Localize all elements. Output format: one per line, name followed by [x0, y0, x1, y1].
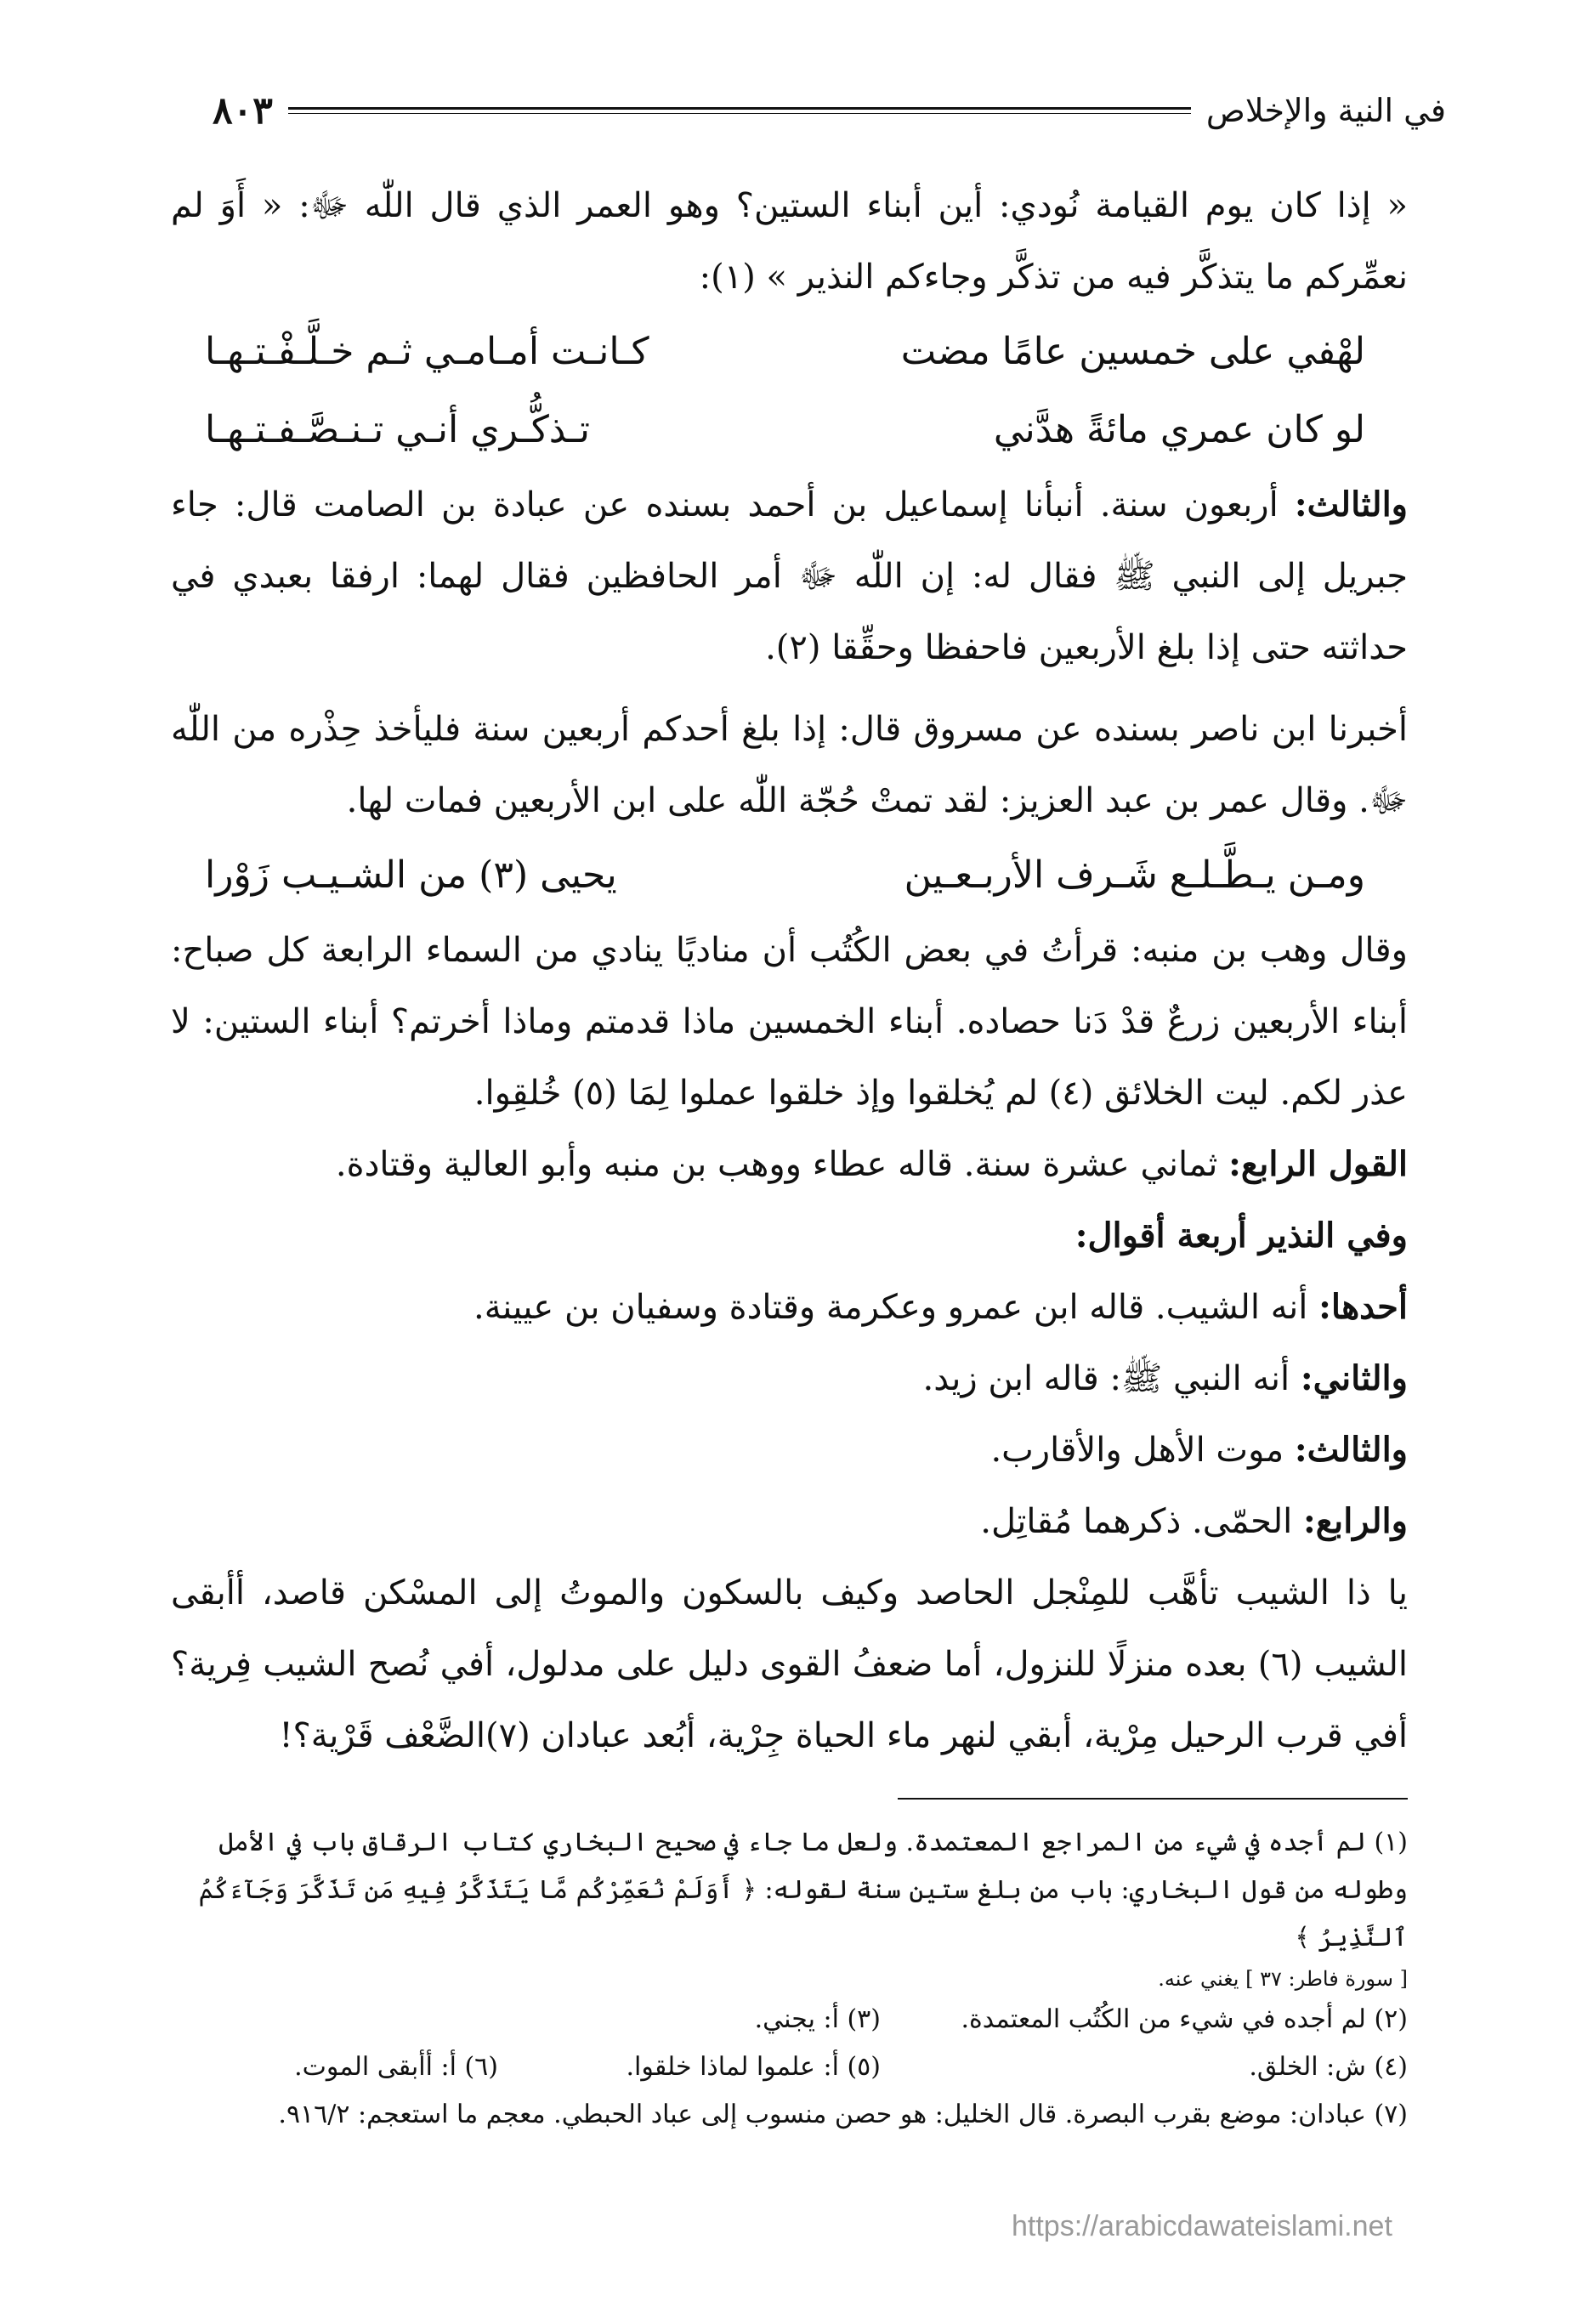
footnote: (٢) لم أجده في شيء من الكُتُب المعتمدة. — [961, 2004, 1408, 2034]
watermark-url: https://arabicdawateislami.net — [1012, 2210, 1392, 2242]
verse-hemistich: لو كان عمري مائةً هدَّني — [993, 408, 1365, 451]
footnote-row — [171, 1996, 1408, 2043]
footnotes — [171, 1819, 1408, 2139]
main-text — [171, 170, 1408, 1771]
paragraph-lead: القول الرابع: — [1228, 1144, 1408, 1184]
verse-hemistich: ومـن يـطَّـلـع شَـرف الأربـعـين — [904, 853, 1365, 897]
footnote: (٦) أ: أأبقى الموت. — [294, 2052, 498, 2082]
paragraph-text: أربعون سنة. أنبأنا إسماعيل بن أحمد بسنده عن عبادة بن الصامت قال: جاء جبريل إلى النبي ﷺ فقال له: إن اللّٰه ﷻ أمر الحافظين فقال لهما: ارفقا بعبدي في حداثته حتى إذا بلغ الأربعين فاحفظا وحقِّقا (٢). — [171, 485, 1408, 667]
verse-line — [171, 391, 1408, 469]
verse-hemistich: تـذكُّـري أنـي تـنـصَّـفـتـهـا — [205, 408, 591, 451]
verse-line — [171, 313, 1408, 391]
verse-hemistich: يحيى (٣) من الشـيـب زَوْرا — [205, 853, 617, 897]
paragraph-lead: والثالث: — [1294, 485, 1408, 524]
paragraph-lead: والرابع: — [1303, 1501, 1408, 1541]
paragraph — [171, 1486, 1408, 1557]
paragraph: وقال وهب بن منبه: قرأتُ في بعض الكُتُب أن مناديًا ينادي من السماء الرابعة كل صباح: أبناء الأربعين زرعٌ قدْ دَنا حصاده. أبناء الخمسين ماذا قدمتم وماذا أخرتم؟ أبناء الستين: لا عذر لكم. ليت الخلائق (٤) لم يُخلقوا وإذ خلقوا عملوا لِمَا (٥) خُلقِوا. — [171, 931, 1408, 1113]
paragraph-lead: أحدها: — [1318, 1287, 1408, 1327]
footnote-reference: [ سورة فاطر: ٣٧ ] يغني عنه. — [1158, 1967, 1408, 1991]
footnote: (٣) أ: يجني. — [754, 2004, 881, 2034]
chapter-title: في النية والإخلاص — [1205, 92, 1446, 129]
paragraph: « إذا كان يوم القيامة نُودي: أين أبناء الستين؟ وهو العمر الذي قال اللّٰه ﷻ: « أَوَ لم نعمِّركم ما يتذكَّر فيه من تذكَّر وجاءكم النذير » (١): — [171, 186, 1408, 297]
paragraph-lead: والثالث: — [1294, 1430, 1408, 1470]
paragraph — [171, 1272, 1408, 1343]
footnote-rule — [898, 1798, 1408, 1800]
footnote: (٧) عبادان: موضع بقرب البصرة. قال الخليل: هو حصن منسوب إلى عباد الحبطي. معجم ما استعجم: ٩١٦/٢. — [278, 2100, 1408, 2129]
verse-hemistich: كـانـت أمـامـي ثـم خـلَّـفْـتـهـا — [205, 330, 649, 373]
footnote-row — [171, 2043, 1408, 2091]
paragraph — [171, 1414, 1408, 1486]
paragraph-text: أنه الشيب. قاله ابن عمرو وعكرمة وقتادة وسفيان بن عيينة. — [473, 1288, 1319, 1327]
page-number: ٨٠٣ — [213, 88, 273, 133]
header-rule — [288, 107, 1191, 114]
running-header — [213, 81, 1446, 140]
paragraph-text: ثماني عشرة سنة. قاله عطاء ووهب بن منبه وأبو العالية وقتادة. — [335, 1145, 1229, 1184]
paragraph-text: الحمّى. ذكرهما مُقاتِل. — [980, 1502, 1303, 1541]
paragraph — [171, 1129, 1408, 1200]
paragraph-text: موت الأهل والأقارب. — [990, 1431, 1295, 1470]
verse-hemistich: لهْفي على خمسين عامًا مضت — [900, 330, 1365, 373]
paragraph — [171, 469, 1408, 683]
section-heading: وفي النذير أربعة أقوال: — [1075, 1216, 1408, 1256]
footnote: (٥) أ: علموا لماذا خلقوا. — [626, 2052, 881, 2082]
footnote: (١) لم أجده في شيء من المراجع المعتمدة. ولعل ما جاء في صحيح البخاري كتاب الرقاق باب في الأمل وطوله من قول البخاري: باب من بلغ ستين سنة لقوله: ﴿ أَوَلَمْ نُعَمِّرْكُم مَّا يَتَذَكَّرُ فِيهِ مَن تَذَكَّرَ وَجَآءَكُمُ ٱلنَّذِيرُ ﴾ — [198, 1828, 1408, 1953]
paragraph — [171, 1343, 1408, 1414]
paragraph-text: أنه النبي ﷺ: قاله ابن زيد. — [922, 1359, 1301, 1398]
verse-line — [171, 836, 1408, 915]
paragraph: يا ذا الشيب تأهَّب للمِنْجل الحاصد وكيف بالسكون والموتُ إلى المسْكن قاصد، أأبقى الشيب (٦) بعده منزلًا للنزول، أما ضعفُ القوى دليل على مدلول، أفي نُصح الشيب فِرية؟ أفي قرب الرحيل مِرْية، أبقي لنهر ماء الحياة جِرْية، أبُعد عبادان (٧)الضَّعْف قَرْية؟! — [171, 1573, 1408, 1755]
footnote: (٤) ش: الخلق. — [1249, 2052, 1408, 2082]
paragraph: أخبرنا ابن ناصر بسنده عن مسروق قال: إذا بلغ أحدكم أربعين سنة فليأخذ حِذْره من اللّٰه ﷻ. وقال عمر بن عبد العزيز: لقد تمتْ حُجّة اللّٰه على ابن الأربعين فمات لها. — [171, 710, 1408, 820]
paragraph-lead: والثاني: — [1300, 1358, 1408, 1398]
